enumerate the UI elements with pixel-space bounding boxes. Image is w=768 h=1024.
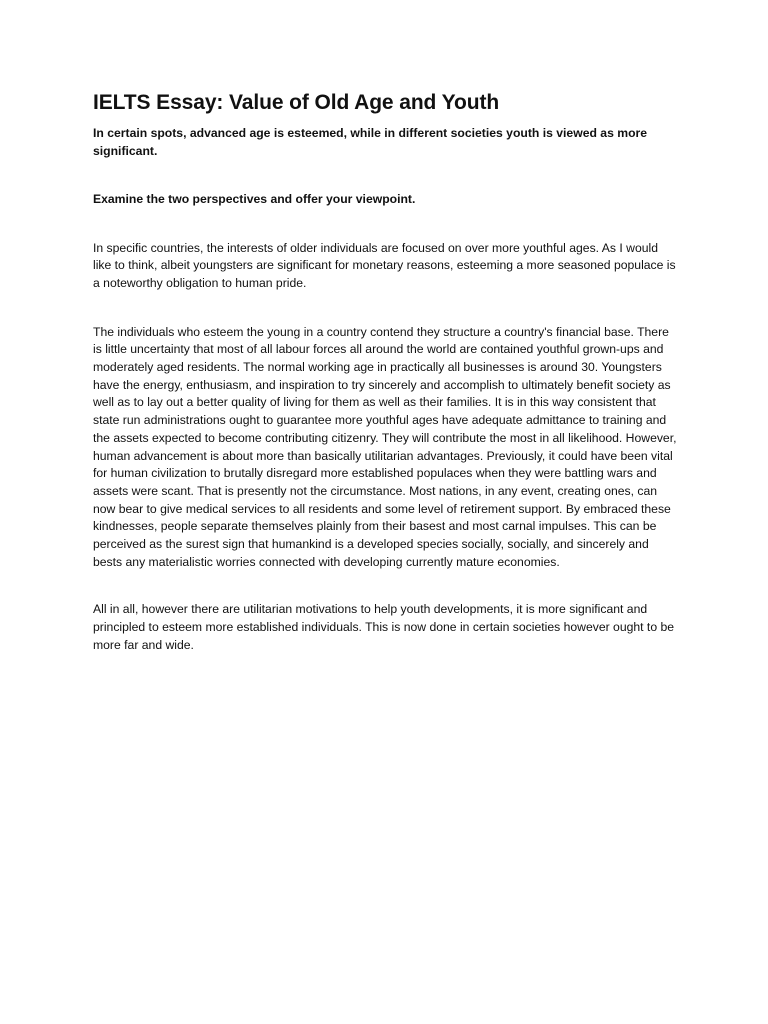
paragraph-conclusion: All in all, however there are utilitarian motivations to help youth developments, it is more significant and principled to esteem more established individuals. This is now done in certain societies however ought to be more far and wide. bbox=[93, 602, 675, 652]
essay-prompt: In certain spots, advanced age is esteemed, while in different societies youth is viewed as more significant. bbox=[93, 126, 648, 158]
paragraph-introduction: In specific countries, the interests of older individuals are focused on over more youthful ages. As I would like to think, albeit youngsters are significant for monetary reasons, esteeming a more seasoned populace is a noteworthy obligation to human pride. bbox=[93, 240, 676, 290]
essay-instruction: Examine the two perspectives and offer your viewpoint. bbox=[93, 192, 416, 206]
essay-body bbox=[93, 88, 677, 655]
essay-title: IELTS Essay: Value of Old Age and Youth bbox=[93, 91, 500, 114]
paragraph-body: The individuals who esteem the young in a country contend they structure a country's financial base. There is little uncertainty that most of all labour forces all around the world are contained youthful grown-ups and moderately aged residents. The normal working age in practically all businesses is around 30. Youngsters have the energy, enthusiasm, and inspiration to try sincerely and accomplish to ultimately benefit society as well as to lay out a better quality of living for them as well as their families. It is in this way consistent that state run administrations ought to guarantee more youthful ages have adequate admittance to training and the assets expected to become contributing citizenry. They will contribute the most in all likelihood. However, human advancement is about more than basically utilitarian advantages. Previously, it could have been vital for human civilization to brutally disregard more established populaces when they were battling wars and assets were scant. That is presently not the circumstance. Most nations, in any event, creating ones, can now bear to give medical services to all residents and some level of retirement support. By embraced these kindnesses, people separate themselves plainly from their basest and most carnal impulses. This can be perceived as the surest sign that humankind is a developed species socially, socially, and sincerely and bests any materialistic worries connected with developing currently mature economies. bbox=[93, 324, 677, 569]
